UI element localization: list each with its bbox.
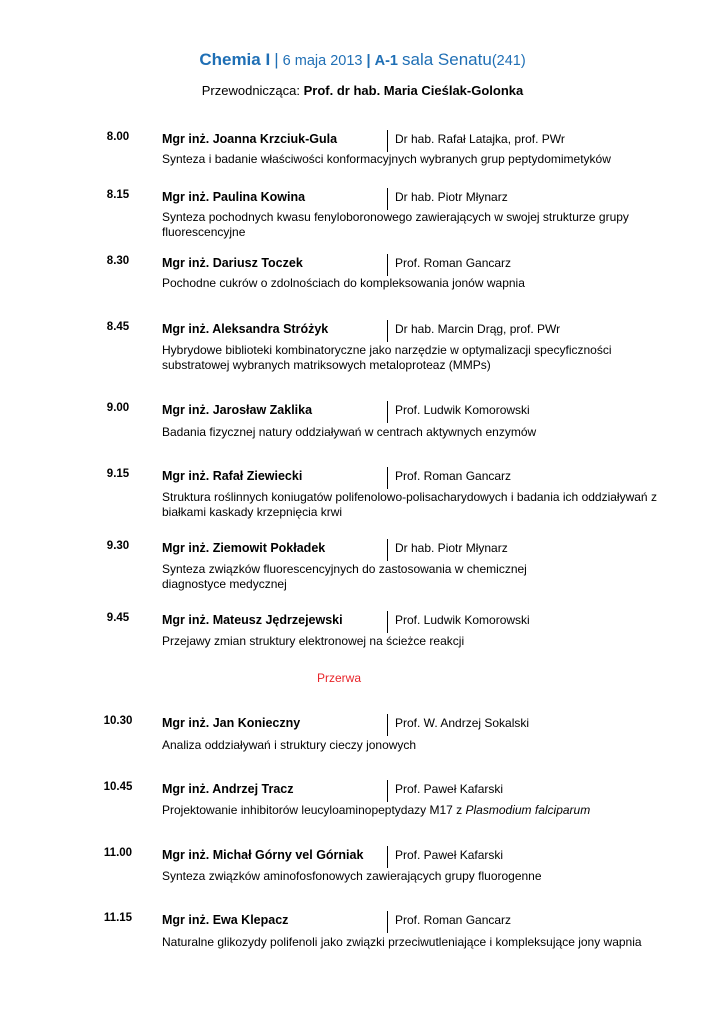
entry-advisor: Dr hab. Rafał Latajka, prof. PWr xyxy=(395,132,565,146)
entry-time: 10.30 xyxy=(103,715,133,727)
entry-time: 9.30 xyxy=(106,540,130,552)
entry-topic: Pochodne cukrów o zdolnościach do kompleksowania jonów wapnia xyxy=(162,276,525,290)
entry-topic: Struktura roślinnych koniugatów polifenolowo-polisacharydowych i badania ich oddziaływań z białkami kaskady krzepnięcia krwi xyxy=(162,490,657,519)
entry-advisor: Prof. Roman Gancarz xyxy=(395,913,512,927)
entry-topic: Badania fizycznej natury oddziaływań w centrach aktywnych enzymów xyxy=(162,425,537,439)
entry-topic: Synteza związków aminofosfonowych zawierających grupy fluorogenne xyxy=(162,869,542,883)
entry-speaker: Mgr inż. Dariusz Toczek xyxy=(162,256,303,270)
entry-advisor: Prof. Ludwik Komorowski xyxy=(395,403,530,417)
entry-advisor: Dr hab. Piotr Młynarz xyxy=(395,190,508,204)
entry-speaker: Mgr inż. Michał Górny vel Górniak xyxy=(162,848,364,862)
entry-time: 11.00 xyxy=(103,847,133,859)
entry-speaker: Mgr inż. Rafał Ziewiecki xyxy=(162,469,303,483)
column-divider xyxy=(387,130,388,152)
entry-advisor: Prof. W. Andrzej Sokalski xyxy=(395,716,530,730)
entry-advisor: Dr hab. Marcin Drąg, prof. PWr xyxy=(395,322,561,336)
entry-time: 8.30 xyxy=(106,255,130,267)
break-label: Przerwa xyxy=(316,671,361,685)
entry-topic: Synteza związków fluorescencyjnych do zastosowania w chemicznej diagnostyce medycznej xyxy=(162,562,527,591)
entry-time: 11.15 xyxy=(103,912,133,924)
entry-advisor: Dr hab. Piotr Młynarz xyxy=(395,541,508,555)
entry-speaker: Mgr inż. Joanna Krzciuk-Gula xyxy=(162,132,338,146)
entry-topic: Synteza pochodnych kwasu fenyloboronowego zawierających w swojej strukturze grupy fluorescencyjne xyxy=(162,210,629,239)
session-date: 6 maja 2013 xyxy=(282,53,363,69)
entry-speaker: Mgr inż. Ziemowit Pokładek xyxy=(162,541,326,555)
chair-label: Przewodnicząca: xyxy=(201,83,301,98)
entry-time: 8.00 xyxy=(106,131,130,143)
session-name: Chemia I xyxy=(199,50,271,69)
entry-time: 10.45 xyxy=(103,781,133,793)
entry-advisor: Prof. Paweł Kafarski xyxy=(395,848,504,862)
entry-speaker: Mgr inż. Jarosław Zaklika xyxy=(162,403,313,417)
entry-topic xyxy=(162,803,662,818)
session-title xyxy=(0,50,725,70)
entry-speaker: Mgr inż. Paulina Kowina xyxy=(162,190,306,204)
column-divider xyxy=(387,846,388,868)
entry-advisor: Prof. Roman Gancarz xyxy=(395,256,512,270)
title-separator-2: | xyxy=(366,53,371,69)
entry-topic-text: Projektowanie inhibitorów leucyloaminopeptydazy M17 z xyxy=(162,803,466,817)
entry-speaker: Mgr inż. Aleksandra Stróżyk xyxy=(162,322,329,336)
entry-time: 8.45 xyxy=(106,321,130,333)
entry-time: 8.15 xyxy=(106,189,130,201)
room-number: (241) xyxy=(491,53,526,69)
column-divider xyxy=(387,714,388,736)
column-divider xyxy=(387,320,388,342)
entry-speaker: Mgr inż. Andrzej Tracz xyxy=(162,782,294,796)
entry-topic-species: Plasmodium falciparum xyxy=(465,803,591,817)
column-divider xyxy=(387,467,388,489)
entry-speaker: Mgr inż. Mateusz Jędrzejewski xyxy=(162,613,343,627)
entry-speaker: Mgr inż. Ewa Klepacz xyxy=(162,913,289,927)
entry-time: 9.45 xyxy=(106,612,130,624)
column-divider xyxy=(387,611,388,633)
room-name: sala Senatu xyxy=(402,50,492,69)
entry-speaker: Mgr inż. Jan Konieczny xyxy=(162,716,301,730)
entry-topic: Analiza oddziaływań i struktury cieczy jonowych xyxy=(162,738,417,752)
entry-advisor: Prof. Ludwik Komorowski xyxy=(395,613,530,627)
entry-topic: Przejawy zmian struktury elektronowej na ścieżce reakcji xyxy=(162,634,465,648)
column-divider xyxy=(387,780,388,802)
entry-time: 9.15 xyxy=(106,468,130,480)
entry-advisor: Prof. Paweł Kafarski xyxy=(395,782,504,796)
column-divider xyxy=(387,401,388,423)
column-divider xyxy=(387,911,388,933)
room-code: A-1 xyxy=(374,53,398,69)
entry-topic: Hybrydowe biblioteki kombinatoryczne jako narzędzie w optymalizacji specyficzności substratowej wybranych matriksowych metaloproteaz (MMPs) xyxy=(162,343,612,372)
column-divider xyxy=(387,188,388,210)
column-divider xyxy=(387,539,388,561)
entry-time: 9.00 xyxy=(106,402,130,414)
entry-topic: Synteza i badanie właściwości konformacyjnych wybranych grup peptydomimetyków xyxy=(162,152,611,166)
title-separator: | xyxy=(274,50,279,69)
column-divider xyxy=(387,254,388,276)
chairperson xyxy=(0,83,725,98)
chair-name: Prof. dr hab. Maria Cieślak-Golonka xyxy=(303,83,524,98)
entry-topic: Naturalne glikozydy polifenoli jako związki przeciwutleniające i kompleksujące jony wapnia xyxy=(162,935,642,949)
entry-advisor: Prof. Roman Gancarz xyxy=(395,469,512,483)
